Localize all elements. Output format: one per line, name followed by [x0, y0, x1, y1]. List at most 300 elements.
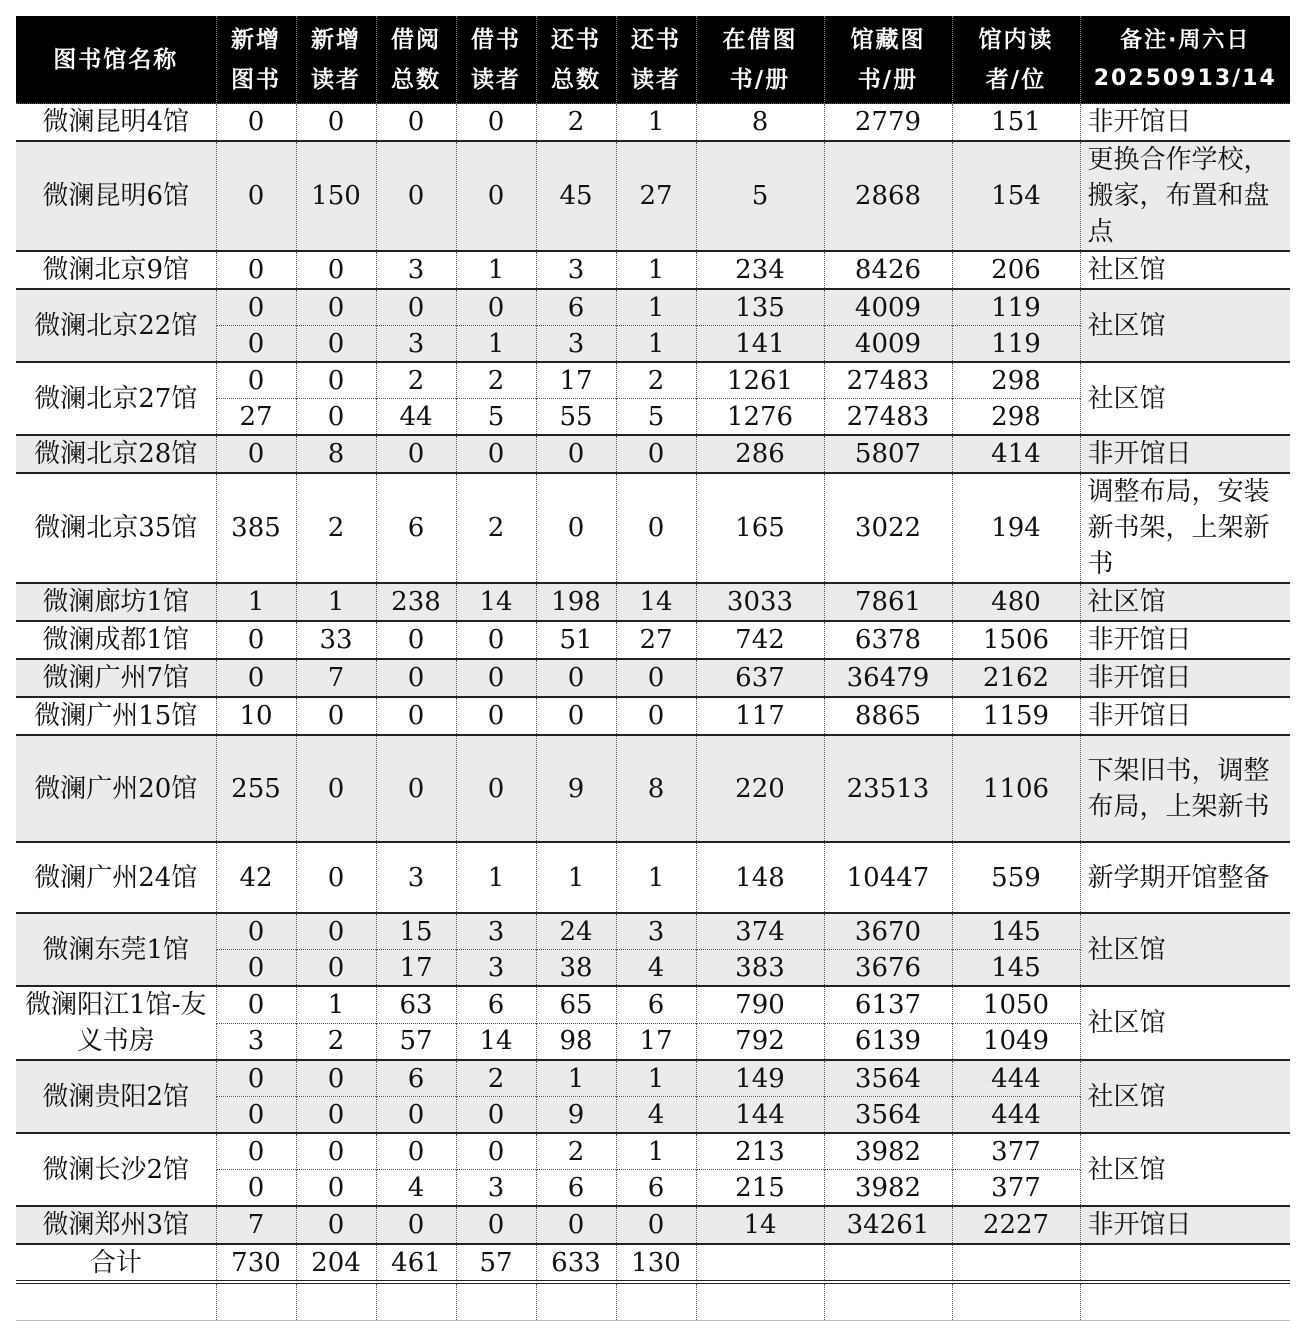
column-header	[616, 16, 696, 104]
stat-cell: 1	[296, 986, 376, 1023]
stat-cell: 0	[296, 1170, 376, 1207]
table-row	[16, 583, 1290, 621]
stat-cell: 637	[696, 659, 824, 697]
stat-cell: 0	[376, 1133, 456, 1170]
stat-cell: 298	[952, 362, 1080, 399]
stat-cell: 0	[216, 326, 296, 363]
stat-cell: 1	[536, 1060, 616, 1097]
stat-cell: 374	[696, 913, 824, 950]
column-header-line: 新增	[231, 26, 281, 53]
empty-row	[16, 1282, 1290, 1321]
column-header-line: 读者	[631, 66, 681, 93]
stat-cell: 3033	[696, 583, 824, 621]
column-header-line: 20250913/14	[1093, 65, 1277, 91]
stat-cell: 0	[456, 659, 536, 697]
stat-cell: 1	[616, 842, 696, 913]
stat-cell: 3	[216, 1023, 296, 1060]
stat-cell: 0	[536, 435, 616, 473]
stat-cell: 17	[616, 1023, 696, 1060]
empty-cell	[376, 1282, 456, 1321]
stat-cell: 65	[536, 986, 616, 1023]
column-header-line: 还书	[631, 26, 681, 53]
empty-cell	[16, 1282, 216, 1321]
table-row	[16, 141, 1290, 251]
column-header-line: 总数	[551, 66, 601, 93]
stat-cell: 0	[296, 950, 376, 987]
column-header-line: 新增	[311, 26, 361, 53]
note-cell: 社区馆	[1080, 289, 1290, 362]
stat-cell: 27	[616, 621, 696, 659]
column-header-line: 图书	[231, 66, 281, 93]
stat-cell: 38	[536, 950, 616, 987]
column-header	[296, 16, 376, 104]
column-header-line: 图书馆名称	[53, 46, 179, 73]
stat-cell: 34261	[824, 1206, 952, 1244]
library-name: 微澜北京22馆	[16, 289, 216, 362]
stat-cell: 1276	[696, 399, 824, 436]
stat-cell: 3670	[824, 913, 952, 950]
stat-cell: 17	[536, 362, 616, 399]
stat-cell: 8	[696, 104, 824, 142]
note-cell: 非开馆日	[1080, 1206, 1290, 1244]
stat-cell: 6378	[824, 621, 952, 659]
stat-cell: 4009	[824, 326, 952, 363]
stat-cell: 44	[376, 399, 456, 436]
stat-cell: 2779	[824, 104, 952, 142]
table-body	[16, 104, 1290, 1321]
stat-cell: 3	[536, 251, 616, 289]
stat-cell: 1	[616, 104, 696, 142]
empty-cell	[536, 1282, 616, 1321]
stat-cell: 3	[376, 326, 456, 363]
note-cell: 社区馆	[1080, 913, 1290, 986]
stat-cell: 6137	[824, 986, 952, 1023]
stat-cell: 2227	[952, 1206, 1080, 1244]
stat-cell: 0	[376, 697, 456, 735]
stat-cell: 3982	[824, 1133, 952, 1170]
stat-cell: 9	[536, 1097, 616, 1134]
library-name: 微澜东莞1馆	[16, 913, 216, 986]
empty-cell	[696, 1282, 824, 1321]
library-name: 微澜广州7馆	[16, 659, 216, 697]
stat-cell: 1	[456, 251, 536, 289]
stat-cell: 0	[376, 1206, 456, 1244]
stat-cell: 8	[616, 735, 696, 842]
stat-cell: 0	[216, 1097, 296, 1134]
stat-cell: 1	[616, 326, 696, 363]
note-cell: 非开馆日	[1080, 659, 1290, 697]
stat-cell: 27	[216, 399, 296, 436]
stat-cell: 6	[616, 1170, 696, 1207]
stat-cell: 148	[696, 842, 824, 913]
note-cell: 非开馆日	[1080, 621, 1290, 659]
stat-cell: 377	[952, 1133, 1080, 1170]
note-cell: 更换合作学校，搬家，布置和盘点	[1080, 141, 1290, 251]
stat-cell: 119	[952, 289, 1080, 326]
column-header-line: 读者	[471, 66, 521, 93]
empty-cell	[1080, 1244, 1290, 1282]
library-name: 微澜成都1馆	[16, 621, 216, 659]
stat-cell: 215	[696, 1170, 824, 1207]
table-row	[16, 473, 1290, 583]
stat-cell: 2	[456, 473, 536, 583]
stat-cell: 234	[696, 251, 824, 289]
table-row	[16, 735, 1290, 842]
stat-cell: 385	[216, 473, 296, 583]
stat-cell: 8865	[824, 697, 952, 735]
library-name: 微澜广州15馆	[16, 697, 216, 735]
table-row	[16, 362, 1290, 399]
column-header-line: 在借图	[722, 26, 798, 53]
stat-cell: 0	[616, 1206, 696, 1244]
column-header-line: 总数	[391, 66, 441, 93]
total-label: 合计	[16, 1244, 216, 1282]
stat-cell: 24	[536, 913, 616, 950]
stat-cell: 3982	[824, 1170, 952, 1207]
library-name: 微澜贵阳2馆	[16, 1060, 216, 1133]
stat-cell: 0	[456, 735, 536, 842]
stat-cell: 149	[696, 1060, 824, 1097]
stat-cell: 4	[616, 950, 696, 987]
stat-cell: 0	[456, 697, 536, 735]
stat-cell: 0	[376, 1097, 456, 1134]
library-name: 微澜郑州3馆	[16, 1206, 216, 1244]
total-cell: 633	[536, 1244, 616, 1282]
stat-cell: 57	[376, 1023, 456, 1060]
table-row	[16, 289, 1290, 326]
stat-cell: 98	[536, 1023, 616, 1060]
stat-cell: 1	[616, 1060, 696, 1097]
table-row	[16, 697, 1290, 735]
stat-cell: 36479	[824, 659, 952, 697]
table-row	[16, 104, 1290, 142]
stat-cell: 3676	[824, 950, 952, 987]
stat-cell: 0	[296, 251, 376, 289]
total-cell: 204	[296, 1244, 376, 1282]
stat-cell: 2162	[952, 659, 1080, 697]
table-row	[16, 913, 1290, 950]
stat-cell: 0	[456, 621, 536, 659]
header-row	[16, 16, 1290, 104]
stat-cell: 0	[296, 913, 376, 950]
stat-cell: 298	[952, 399, 1080, 436]
empty-cell	[1080, 1282, 1290, 1321]
stat-cell: 0	[296, 104, 376, 142]
stat-cell: 2	[616, 362, 696, 399]
stat-cell: 6	[376, 473, 456, 583]
stat-cell: 792	[696, 1023, 824, 1060]
empty-cell	[296, 1282, 376, 1321]
stat-cell: 154	[952, 141, 1080, 251]
stat-cell: 3022	[824, 473, 952, 583]
note-cell: 社区馆	[1080, 986, 1290, 1060]
table-row	[16, 435, 1290, 473]
stat-cell: 3	[376, 842, 456, 913]
stat-cell: 5807	[824, 435, 952, 473]
total-cell: 461	[376, 1244, 456, 1282]
table-row	[16, 251, 1290, 289]
stat-cell: 2	[296, 1023, 376, 1060]
stat-cell: 3564	[824, 1097, 952, 1134]
stat-cell: 1506	[952, 621, 1080, 659]
stat-cell: 0	[456, 141, 536, 251]
note-cell: 社区馆	[1080, 251, 1290, 289]
library-name: 微澜广州24馆	[16, 842, 216, 913]
column-header	[1080, 16, 1290, 104]
stat-cell: 144	[696, 1097, 824, 1134]
stat-cell: 5	[456, 399, 536, 436]
stat-cell: 0	[456, 1133, 536, 1170]
stat-cell: 0	[456, 289, 536, 326]
library-name: 微澜阳江1馆-友义书房	[16, 986, 216, 1060]
stat-cell: 286	[696, 435, 824, 473]
stat-cell: 1050	[952, 986, 1080, 1023]
stat-cell: 14	[456, 583, 536, 621]
stat-cell: 0	[216, 659, 296, 697]
empty-cell	[824, 1282, 952, 1321]
column-header-line: 书/册	[729, 66, 791, 93]
stat-cell: 0	[376, 435, 456, 473]
stat-cell: 480	[952, 583, 1080, 621]
stat-cell: 0	[456, 435, 536, 473]
stat-cell: 27483	[824, 362, 952, 399]
stat-cell: 0	[616, 435, 696, 473]
stat-cell: 14	[696, 1206, 824, 1244]
total-cell: 130	[616, 1244, 696, 1282]
stat-cell: 7861	[824, 583, 952, 621]
stat-cell: 6	[536, 1170, 616, 1207]
stat-cell: 444	[952, 1097, 1080, 1134]
stat-cell: 1	[296, 583, 376, 621]
stat-cell: 220	[696, 735, 824, 842]
stat-cell: 206	[952, 251, 1080, 289]
stat-cell: 1	[616, 1133, 696, 1170]
column-header	[536, 16, 616, 104]
library-name: 微澜北京27馆	[16, 362, 216, 435]
stat-cell: 119	[952, 326, 1080, 363]
stat-cell: 0	[296, 362, 376, 399]
column-header-line: 书/册	[857, 66, 919, 93]
column-header	[456, 16, 536, 104]
column-header-line: 馆藏图	[850, 26, 926, 53]
library-stats-table	[16, 16, 1290, 1321]
column-header-line: 借书	[471, 26, 521, 53]
stat-cell: 1	[456, 842, 536, 913]
stat-cell: 63	[376, 986, 456, 1023]
stat-cell: 0	[296, 399, 376, 436]
column-header	[696, 16, 824, 104]
stat-cell: 0	[536, 697, 616, 735]
empty-cell	[824, 1244, 952, 1282]
stat-cell: 0	[216, 950, 296, 987]
total-row	[16, 1244, 1290, 1282]
library-name: 微澜北京28馆	[16, 435, 216, 473]
library-name: 微澜广州20馆	[16, 735, 216, 842]
table-row	[16, 842, 1290, 913]
stat-cell: 17	[376, 950, 456, 987]
note-cell: 社区馆	[1080, 583, 1290, 621]
stat-cell: 0	[456, 1206, 536, 1244]
stat-cell: 0	[216, 289, 296, 326]
stat-cell: 2	[536, 104, 616, 142]
stat-cell: 2868	[824, 141, 952, 251]
stat-cell: 2	[456, 362, 536, 399]
stat-cell: 198	[536, 583, 616, 621]
empty-cell	[216, 1282, 296, 1321]
stat-cell: 8	[296, 435, 376, 473]
note-cell: 调整布局，安装新书架，上架新书	[1080, 473, 1290, 583]
stat-cell: 0	[296, 1133, 376, 1170]
stat-cell: 0	[616, 659, 696, 697]
stat-cell: 4	[376, 1170, 456, 1207]
table-row	[16, 659, 1290, 697]
stat-cell: 0	[376, 659, 456, 697]
stat-cell: 0	[216, 104, 296, 142]
stat-cell: 117	[696, 697, 824, 735]
stat-cell: 23513	[824, 735, 952, 842]
column-header	[376, 16, 456, 104]
stat-cell: 0	[376, 289, 456, 326]
stat-cell: 1	[616, 289, 696, 326]
stat-cell: 165	[696, 473, 824, 583]
stat-cell: 0	[616, 697, 696, 735]
stat-cell: 194	[952, 473, 1080, 583]
stat-cell: 3564	[824, 1060, 952, 1097]
stat-cell: 6	[456, 986, 536, 1023]
stat-cell: 150	[296, 141, 376, 251]
stat-cell: 10447	[824, 842, 952, 913]
note-cell: 非开馆日	[1080, 435, 1290, 473]
stat-cell: 45	[536, 141, 616, 251]
stat-cell: 0	[376, 621, 456, 659]
total-cell: 730	[216, 1244, 296, 1282]
stat-cell: 3	[376, 251, 456, 289]
stat-cell: 790	[696, 986, 824, 1023]
stat-cell: 27	[616, 141, 696, 251]
stat-cell: 6	[536, 289, 616, 326]
stat-cell: 0	[216, 251, 296, 289]
table-row	[16, 621, 1290, 659]
stat-cell: 6	[616, 986, 696, 1023]
stat-cell: 0	[216, 913, 296, 950]
stat-cell: 3	[616, 913, 696, 950]
stat-cell: 3	[456, 913, 536, 950]
stat-cell: 0	[376, 735, 456, 842]
stat-cell: 0	[536, 1206, 616, 1244]
column-header-line: 读者	[311, 66, 361, 93]
stat-cell: 0	[296, 697, 376, 735]
stat-cell: 0	[296, 735, 376, 842]
stat-cell: 1159	[952, 697, 1080, 735]
note-cell: 社区馆	[1080, 1060, 1290, 1133]
empty-cell	[616, 1282, 696, 1321]
stat-cell: 51	[536, 621, 616, 659]
stat-cell: 1106	[952, 735, 1080, 842]
table-row	[16, 986, 1290, 1023]
stat-cell: 0	[216, 1170, 296, 1207]
stat-cell: 3	[536, 326, 616, 363]
stat-cell: 213	[696, 1133, 824, 1170]
stat-cell: 2	[376, 362, 456, 399]
column-header-line: 者/位	[985, 66, 1047, 93]
column-header	[952, 16, 1080, 104]
library-name: 微澜廊坊1馆	[16, 583, 216, 621]
stat-cell: 6139	[824, 1023, 952, 1060]
stat-cell: 2	[456, 1060, 536, 1097]
stat-cell: 238	[376, 583, 456, 621]
stat-cell: 2	[536, 1133, 616, 1170]
table-row	[16, 1133, 1290, 1170]
stat-cell: 0	[296, 1097, 376, 1134]
stat-cell: 0	[296, 1060, 376, 1097]
stat-cell: 3	[456, 950, 536, 987]
stat-cell: 0	[296, 842, 376, 913]
stat-cell: 4009	[824, 289, 952, 326]
stat-cell: 0	[536, 473, 616, 583]
column-header	[16, 16, 216, 104]
stat-cell: 1	[536, 842, 616, 913]
library-name: 微澜长沙2馆	[16, 1133, 216, 1206]
stat-cell: 414	[952, 435, 1080, 473]
library-name: 微澜昆明4馆	[16, 104, 216, 142]
stat-cell: 1	[216, 583, 296, 621]
stat-cell: 135	[696, 289, 824, 326]
stat-cell: 0	[296, 326, 376, 363]
stat-cell: 5	[696, 141, 824, 251]
stat-cell: 255	[216, 735, 296, 842]
stat-cell: 0	[216, 621, 296, 659]
stat-cell: 15	[376, 913, 456, 950]
stat-cell: 0	[536, 659, 616, 697]
column-header	[216, 16, 296, 104]
stat-cell: 8426	[824, 251, 952, 289]
empty-cell	[952, 1244, 1080, 1282]
stat-cell: 0	[216, 1060, 296, 1097]
table-row	[16, 1060, 1290, 1097]
note-cell: 下架旧书，调整布局，上架新书	[1080, 735, 1290, 842]
stat-cell: 0	[296, 1206, 376, 1244]
stat-cell: 0	[216, 435, 296, 473]
stat-cell: 27483	[824, 399, 952, 436]
library-name: 微澜北京9馆	[16, 251, 216, 289]
stat-cell: 145	[952, 913, 1080, 950]
column-header-line: 馆内读	[978, 26, 1054, 53]
stat-cell: 0	[376, 104, 456, 142]
stat-cell: 0	[216, 141, 296, 251]
stat-cell: 0	[456, 1097, 536, 1134]
stat-cell: 377	[952, 1170, 1080, 1207]
table-row	[16, 1206, 1290, 1244]
note-cell: 社区馆	[1080, 1133, 1290, 1206]
note-cell: 新学期开馆整备	[1080, 842, 1290, 913]
stat-cell: 742	[696, 621, 824, 659]
stat-cell: 141	[696, 326, 824, 363]
stat-cell: 0	[296, 289, 376, 326]
note-cell: 非开馆日	[1080, 104, 1290, 142]
empty-cell	[696, 1244, 824, 1282]
stat-cell: 6	[376, 1060, 456, 1097]
stat-cell: 383	[696, 950, 824, 987]
column-header-line: 还书	[551, 26, 601, 53]
stat-cell: 10	[216, 697, 296, 735]
stat-cell: 1	[616, 251, 696, 289]
empty-cell	[456, 1282, 536, 1321]
stat-cell: 1261	[696, 362, 824, 399]
stat-cell: 0	[216, 1133, 296, 1170]
stat-cell: 0	[376, 141, 456, 251]
stat-cell: 559	[952, 842, 1080, 913]
stat-cell: 42	[216, 842, 296, 913]
